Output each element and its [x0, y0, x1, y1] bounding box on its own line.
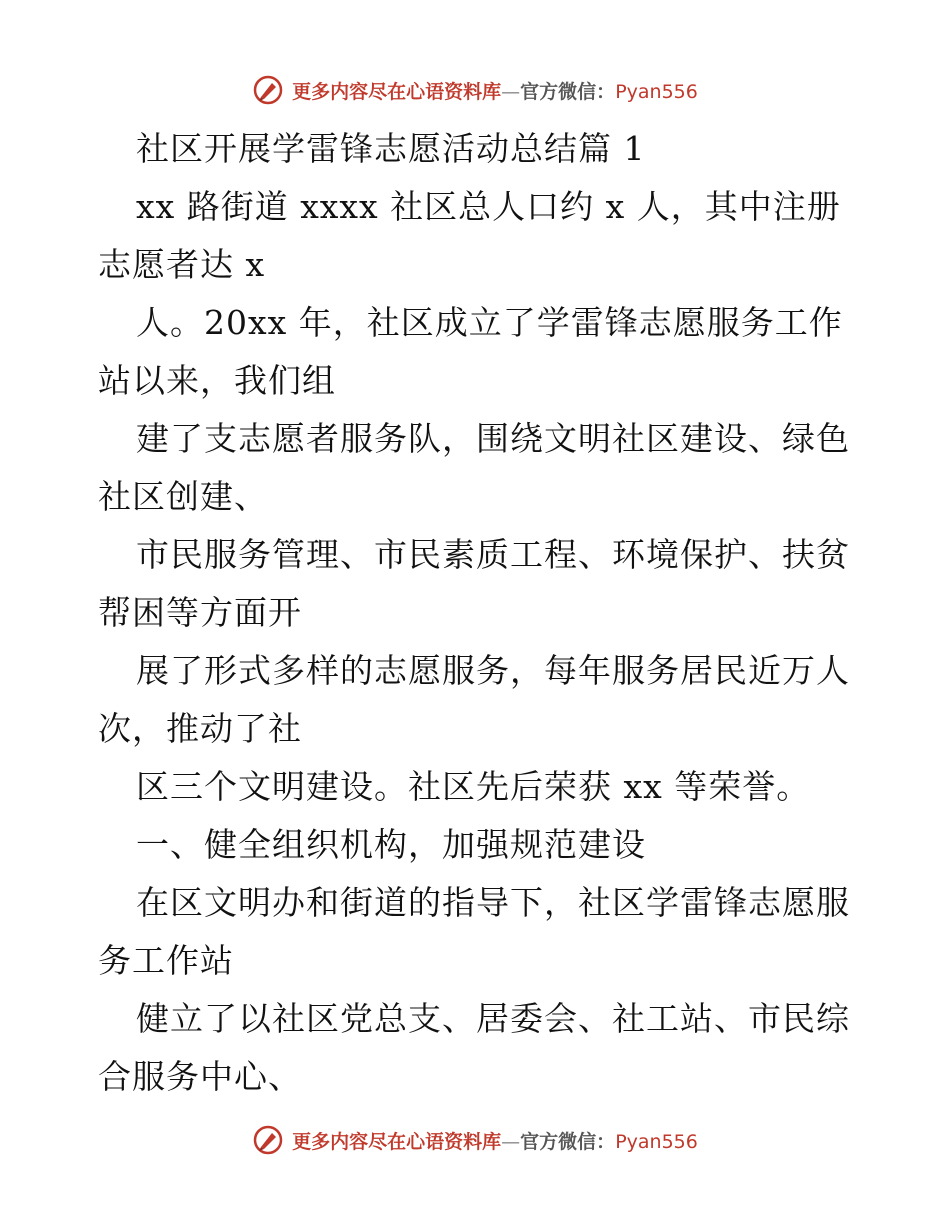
text-line: xx 路街道 xxxx 社区总人口约 x 人，其中注册: [136, 187, 841, 226]
pen-nib-seal-icon: [252, 74, 284, 106]
text-line: 次，推动了社: [98, 709, 302, 748]
text-line: 一、健全组织机构，加强规范建设: [136, 825, 646, 864]
text-line: 健立了以社区党总支、居委会、社工站、市民综: [136, 999, 850, 1038]
footer-banner: [0, 1120, 950, 1160]
header-banner: [0, 70, 950, 110]
text-line: 务工作站: [98, 941, 234, 980]
document-body: [98, 120, 858, 1106]
footer-banner-text: [292, 1127, 698, 1154]
banner-wechat-label: 官方微信：: [520, 1130, 616, 1153]
text-line: 人。20xx 年，社区成立了学雷锋志愿服务工作: [136, 303, 843, 342]
text-line: 社区创建、: [98, 477, 268, 516]
text-line: 市民服务管理、市民素质工程、环境保护、扶贫: [136, 535, 850, 574]
text-line: 展了形式多样的志愿服务，每年服务居民近万人: [136, 651, 850, 690]
text-line: 站以来，我们组: [98, 361, 336, 400]
banner-wechat-id: Pyan556: [615, 1130, 698, 1153]
header-banner-text: [292, 77, 698, 104]
text-line: 在区文明办和街道的指导下，社区学雷锋志愿服: [136, 883, 850, 922]
banner-dash: —: [501, 1130, 521, 1153]
banner-wechat-label: 官方微信：: [520, 80, 616, 103]
text-line: 社区开展学雷锋志愿活动总结篇 1: [136, 129, 646, 168]
text-line: 志愿者达 x: [98, 245, 266, 284]
text-line: 帮困等方面开: [98, 593, 302, 632]
banner-site-name: 更多内容尽在心语资料库: [292, 80, 502, 103]
banner-wechat-id: Pyan556: [615, 80, 698, 103]
text-line: 区三个文明建设。社区先后荣获 xx 等荣誉。: [136, 767, 811, 806]
pen-nib-seal-icon: [252, 1124, 284, 1156]
banner-dash: —: [501, 80, 521, 103]
banner-site-name: 更多内容尽在心语资料库: [292, 1130, 502, 1153]
text-line: 合服务中心、: [98, 1057, 302, 1096]
text-line: 建了支志愿者服务队，围绕文明社区建设、绿色: [136, 419, 850, 458]
